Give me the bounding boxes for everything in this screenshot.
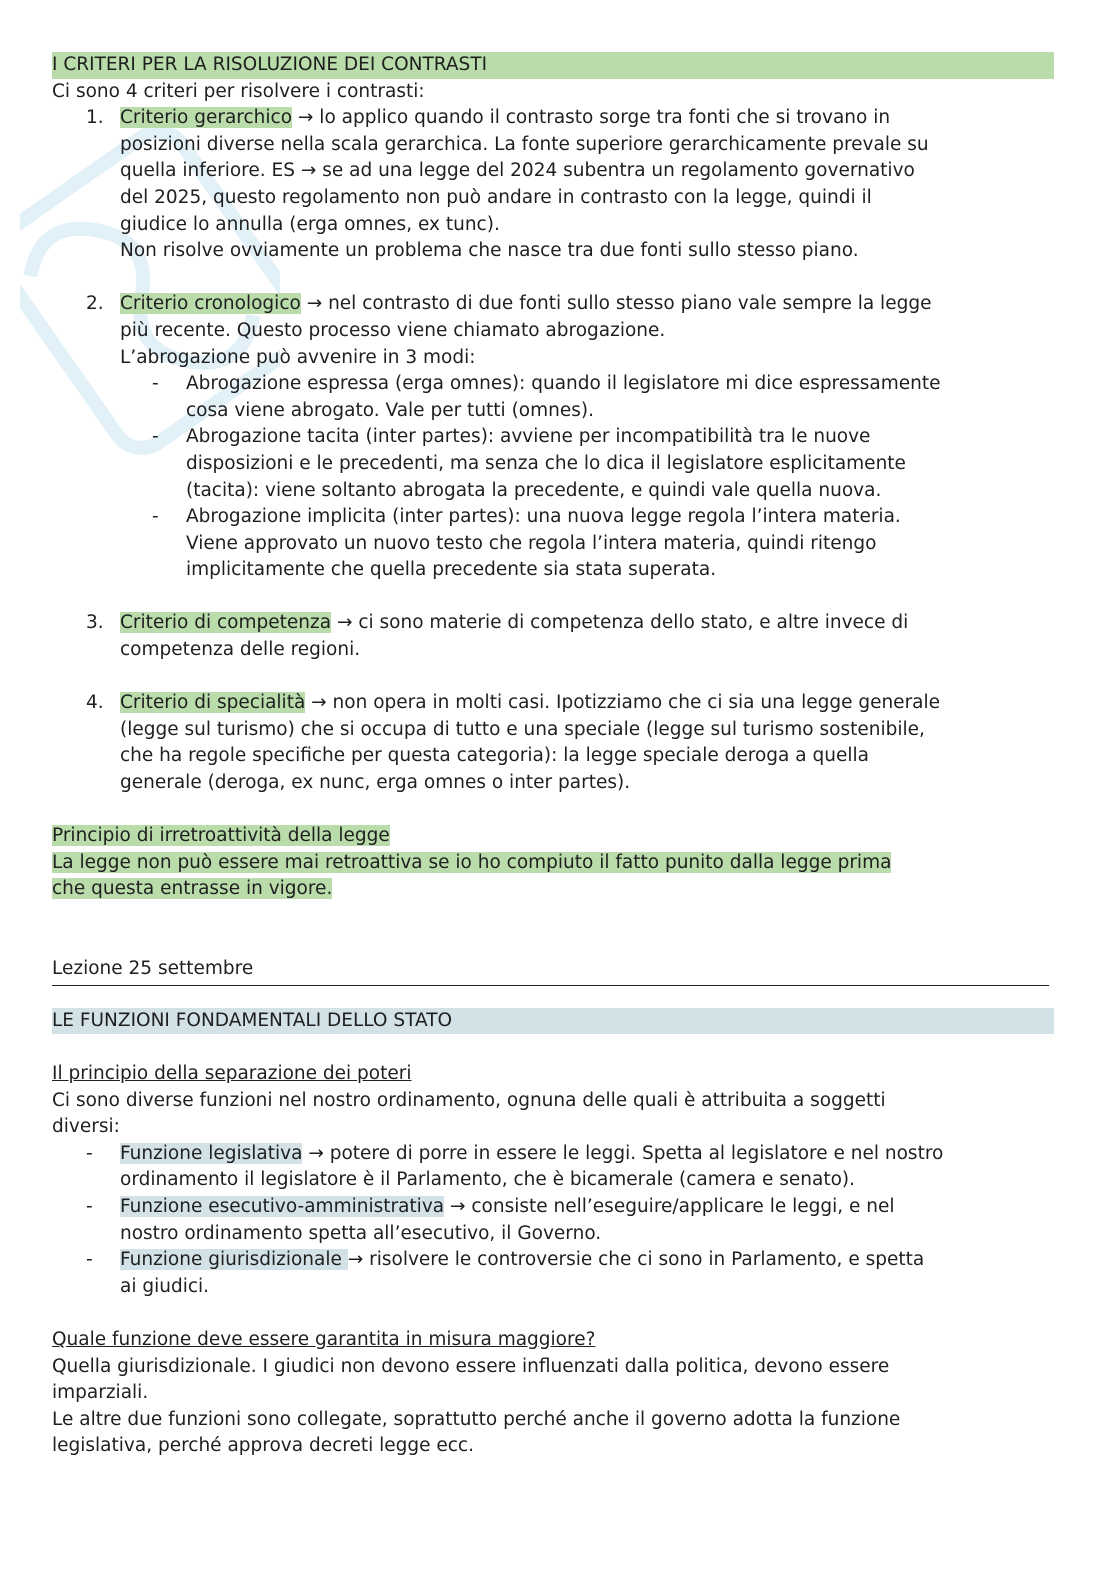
term-criterio-specialita: Criterio di specialità <box>120 692 306 714</box>
term-funzione-legislativa: Funzione legislativa <box>120 1142 303 1164</box>
term-funzione-esecutiva: Funzione esecutivo-amministrativa <box>120 1195 445 1217</box>
sublist-item-abrogazione-espressa: - Abrogazione espressa (erga omnes): quando il legislatore mi dice espressamente cosa viene abrogato. Vale per tutti (omnes). <box>152 373 941 421</box>
sublist-item-abrogazione-implicita: - Abrogazione implicita (inter partes): una nuova legge regola l’intera materia. Viene approvato un nuovo testo che regola l’intera materia, quindi ritengo implicitamente che quella precedente sia stata superata. <box>152 506 901 581</box>
list-item-criterio-gerarchico: 1. Criterio gerarchico → lo applico quando il contrasto sorge tra fonti che si trovano in posizioni diverse nella scala gerarchica. La fonte superiore gerarchicamente prevale su quella inferiore. ES → se ad una legge del 2024 subentra un regolamento governativo del 2025, questo regolamento non può andare in contrasto con la legge, quindi il giudice lo annulla (erga omnes, ex tunc). Non risolve ovviamente un problema che nasce tra due fonti sullo stesso piano. <box>86 107 929 262</box>
principio-text-2: che questa entrasse in vigore. <box>52 878 333 900</box>
term-criterio-competenza: Criterio di competenza <box>120 612 332 634</box>
principio-text-1: La legge non può essere mai retroattiva se io ho compiuto il fatto punito dalla legge prima <box>52 851 892 873</box>
section-title-criteri: I CRITERI PER LA RISOLUZIONE DEI CONTRASTI <box>52 52 1057 79</box>
intro-text: Ci sono 4 criteri per risolvere i contrasti: <box>52 80 425 102</box>
bullet-funzione-giurisdizionale: - Funzione giurisdizionale → risolvere le controversie che ci sono in Parlamento, e spetta ai giudici. <box>86 1249 925 1297</box>
term-funzione-giurisdizionale: Funzione giurisdizionale <box>120 1249 348 1271</box>
list-item-criterio-specialita: 4. Criterio di specialità → non opera in molti casi. Ipotizziamo che ci sia una legge generale (legge sul turismo) che si occupa di tutto e una speciale (legge sul turismo sostenibile, che ha regole specifiche per questa categoria): la legge speciale deroga a quella generale (deroga, ex nunc, erga omnes o inter partes). <box>86 692 941 794</box>
list-item-criterio-cronologico: 2. Criterio cronologico → nel contrasto di due fonti sullo stesso piano vale sempre la legge più recente. Questo processo viene chiamato abrogazione. L’abrogazione può avvenire in 3 modi: <box>86 293 932 368</box>
term-criterio-gerarchico: Criterio gerarchico <box>120 107 293 129</box>
document-page: I CRITERI PER LA RISOLUZIONE DEI CONTRASTI Ci sono 4 criteri per risolvere i contrasti: 1. Criterio gerarchico → lo applico quando il contrasto sorge tra fonti che si trovano in posizioni diverse nella scala gerarchica. La fonte superiore gerarchicamente prevale su quella inferiore. ES → se ad una legge del 2024 subentra un regolamento governativo del 2025, questo regolamento non può andare in contrasto con la legge, quindi il giudice lo annulla (erga omnes, ex tunc). Non risolve ovviamente un problema che nasce tra due fonti sullo stesso piano. 2. Criterio cronologico → nel contrasto di due fonti sullo stesso piano vale sempre la legge più recente. Questo processo viene chiamato abrogazione. L’abrogazione può avvenire in 3 modi: - Abrogazione espressa (erga omnes): quando il legislatore mi dice espressamente cosa viene abrogato. Vale per tutti (omnes). - Abrogazione tacita (inter partes): avviene per incompatibilità tra le nuove disposizioni e le precedenti, ma senza che lo dica il legislatore esplicitamente (tacita): viene soltanto abrogata la precedente, e quindi vale quella nuova. - Abrogazione implicita (inter partes): una nuova legge regola l’intera materia. Viene approvato un nuovo testo che regola l’intera materia, quindi ritengo implicitamente che quella precedente sia stata superata. 3. Criterio di competenza → ci sono materie di competenza dello stato, e altre invece di competenza delle regioni. 4. Criterio di specialità → non opera in molti casi. Ipotizziamo che ci sia una legge generale (legge sul turismo) che si occupa di tutto e una speciale (legge sul turismo sostenibile, che ha regole specifiche per questa categoria): la legge speciale deroga a quella generale (deroga, ex nunc, erga omnes o inter partes). Principio di irretroattività della legge La legge non può essere mai retroattiva se io ho compiuto il fatto punito dalla legge prima che questa entrasse in vigore. Lezione 25 settembre LE FUNZIONI FONDAMENTALI DELLO STATO Il principio della separazione dei poteri Ci sono diverse funzioni nel nostro ordinamento, ognuna delle quali è attribuita a soggetti diversi: - Funzione legislativa → potere di porre in essere le leggi. Spetta al legislatore e nel nostro ordinamento il legislatore è il Parlamento, che è bicamerale (camera e senato). - Funzione esecutivo-amministrativa → consiste nell’eseguire/applicare le leggi, e nel nostro ordinamento spetta all’esecutivo, il Governo. - Funzione giurisdizionale → risolvere le controversie che ci sono in Parlamento, e spetta ai giudici. Quale funzione deve essere garantita in misura maggiore? Quella giurisdizionale. I giudici non devono essere influenzati dalla politica, devono essere imparziali. Le altre due funzioni sono collegate, soprattutto perché anche il governo adotta la funzione legislativa, perché approva decreti legge ecc. <box>52 52 1057 1460</box>
bullet-funzione-esecutiva: - Funzione esecutivo-amministrativa → consiste nell’eseguire/applicare le leggi, e nel nostro ordinamento spetta all’esecutivo, il Governo. <box>86 1195 895 1244</box>
section-title-funzioni: LE FUNZIONI FONDAMENTALI DELLO STATO <box>52 1008 1057 1035</box>
term-criterio-cronologico: Criterio cronologico <box>120 293 301 315</box>
question-title: Quale funzione deve essere garantita in misura maggiore? <box>52 1328 596 1350</box>
sublist-item-abrogazione-tacita: - Abrogazione tacita (inter partes): avviene per incompatibilità tra le nuove disposizioni e le precedenti, ma senza che lo dica il legislatore esplicitamente (tacita): viene soltanto abrogata la precedente, e quindi vale quella nuova. <box>152 426 906 501</box>
principio-title: Principio di irretroattività della legge <box>52 825 390 847</box>
bullet-funzione-legislativa: - Funzione legislativa → potere di porre in essere le leggi. Spetta al legislatore e nel nostro ordinamento il legislatore è il Parlamento, che è bicamerale (camera e senato). <box>86 1142 944 1191</box>
subtitle-separazione-poteri: Il principio della separazione dei poteri <box>52 1062 412 1084</box>
list-item-criterio-competenza: 3. Criterio di competenza → ci sono materie di competenza dello stato, e altre invece di competenza delle regioni. <box>86 612 909 661</box>
lesson-date: Lezione 25 settembre <box>52 958 254 980</box>
